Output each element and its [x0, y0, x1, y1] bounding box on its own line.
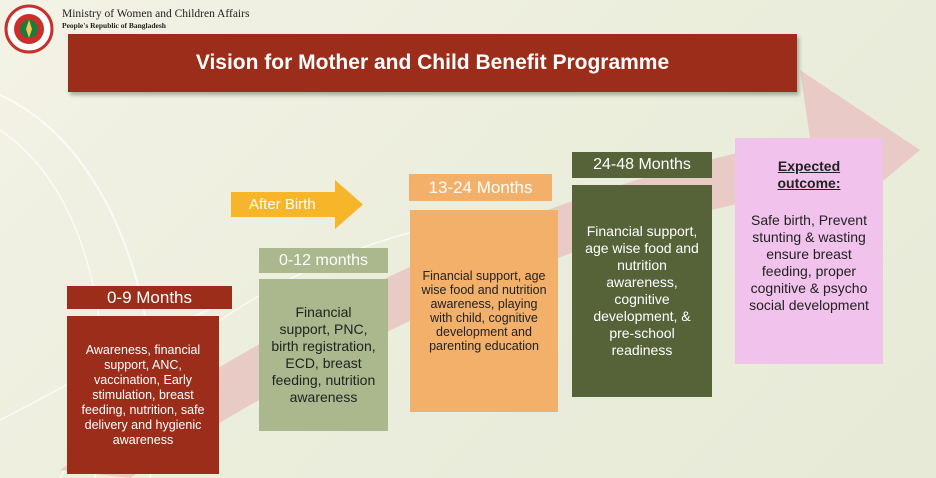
stage-24-48-card	[572, 185, 712, 397]
stage-24-48-header	[572, 152, 712, 178]
stage-description: Financial support, age wise food and nutrition awareness, playing with child, cognitive development and parenting education	[421, 269, 547, 353]
ministry-name: Ministry of Women and Children Affairs	[62, 8, 250, 20]
after-birth-label: After Birth	[249, 196, 316, 213]
expected-outcome-card	[735, 138, 883, 364]
stage-label: 0-9 Months	[106, 287, 193, 307]
stage-label: 24-48 Months	[593, 156, 691, 173]
stage-13-24-card	[410, 210, 558, 412]
stage-13-24-header	[409, 174, 552, 201]
stage-label: 13-24 Months	[428, 177, 533, 197]
stage-description: Awareness, financial support, ANC, vaccination, Early stimulation, breast feeding, nutrition, safe delivery and hygienic awareness	[81, 342, 205, 447]
ministry-header	[62, 7, 249, 31]
stage-0-12-header	[259, 248, 388, 273]
outcome-heading: Expected outcome:	[777, 158, 841, 191]
stage-label: 0-12 months	[279, 251, 368, 269]
stage-description: Financial support, age wise food and nutrition awareness, cognitive development, & pre-school readiness	[585, 223, 699, 358]
stage-0-9-card	[67, 316, 219, 474]
outcome-description: Safe birth, Prevent stunting & wasting ensure breast feeding, proper cognitive & psycho social development	[749, 212, 869, 313]
stage-0-9-header	[67, 286, 232, 309]
stage-description: Financial support, PNC, birth registration, ECD, breast feeding, nutrition awareness	[271, 304, 376, 405]
page-title: Vision for Mother and Child Benefit Programme	[68, 34, 797, 92]
government-seal-icon	[4, 4, 54, 54]
republic-name: People's Republic of Bangladesh	[62, 21, 166, 30]
stage-0-12-card	[259, 279, 388, 431]
after-birth-arrow	[231, 180, 363, 229]
